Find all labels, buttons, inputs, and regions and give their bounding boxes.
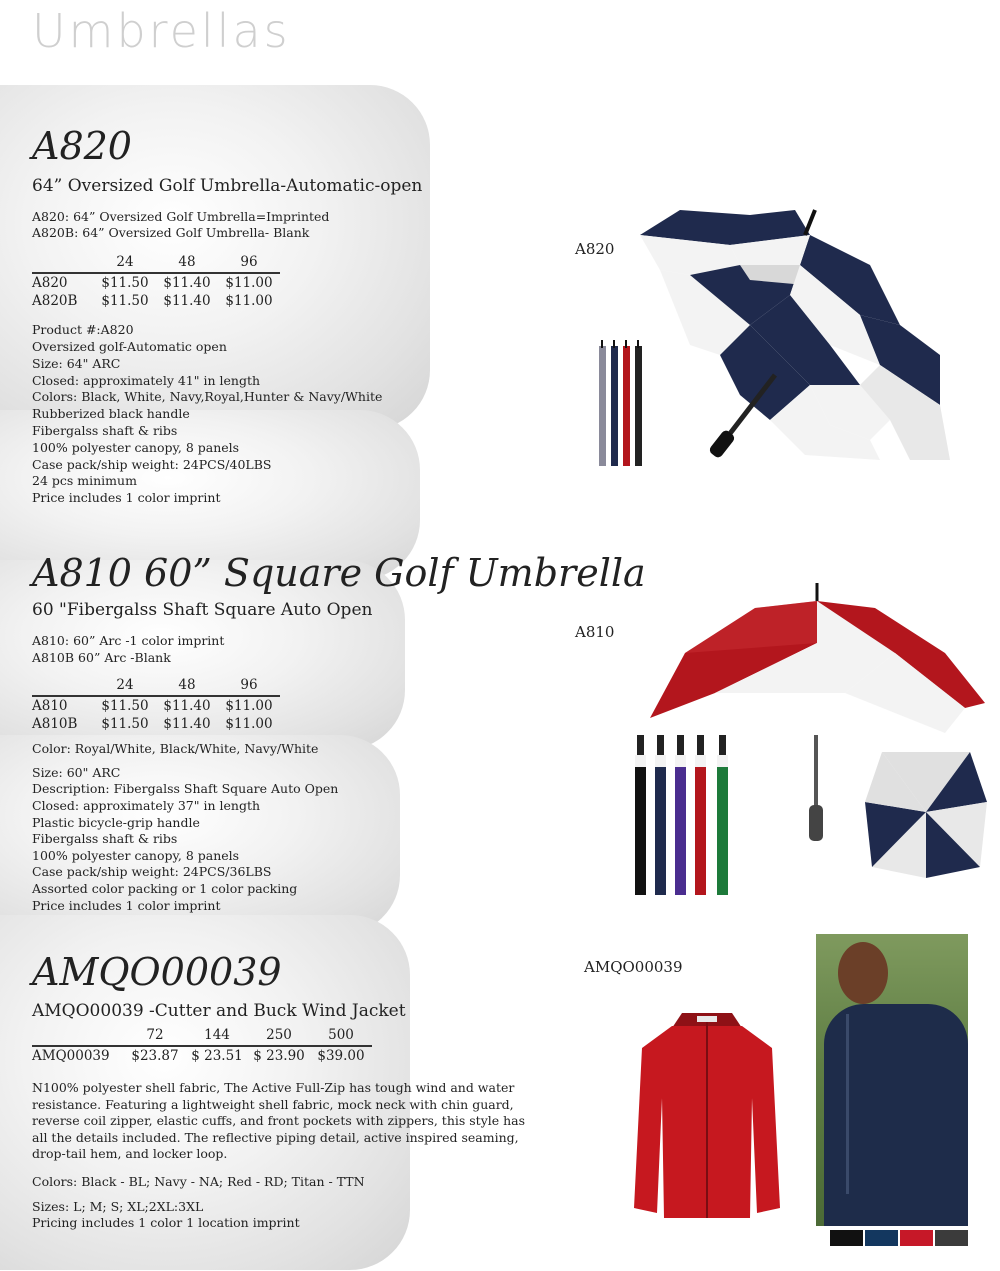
row-label: A820 bbox=[32, 275, 68, 291]
model-head bbox=[838, 942, 888, 1004]
price-cell: $11.50 bbox=[101, 698, 149, 714]
detail-line: Case pack/ship weight: 24PCS/40LBS bbox=[32, 457, 272, 472]
detail-line: Size: 60" ARC bbox=[32, 765, 121, 780]
price-cell: $11.50 bbox=[101, 275, 149, 291]
detail-line: Assorted color packing or 1 color packing bbox=[32, 881, 298, 896]
detail-line: 24 pcs minimum bbox=[32, 473, 137, 488]
price-cell: $11.40 bbox=[163, 275, 211, 291]
price-cell: $11.00 bbox=[225, 698, 273, 714]
color-line: Color: Royal/White, Black/White, Navy/White bbox=[32, 741, 319, 756]
qty-header: 144 bbox=[186, 1027, 248, 1046]
price-cell: $11.50 bbox=[101, 716, 149, 732]
detail-line: Case pack/ship weight: 24PCS/36LBS bbox=[32, 864, 272, 879]
qty-header: 500 bbox=[310, 1027, 372, 1046]
detail-line: Price includes 1 color imprint bbox=[32, 490, 221, 505]
qty-header: 72 bbox=[124, 1027, 186, 1046]
swatch-navy bbox=[865, 1230, 898, 1246]
price-table bbox=[32, 677, 280, 733]
product-title: AMQO00039 bbox=[32, 950, 282, 994]
red-jacket-image bbox=[632, 1008, 782, 1223]
table-row bbox=[32, 1046, 372, 1065]
qty-header: 24 bbox=[94, 254, 156, 273]
sizes-line: Sizes: L; M; S; XL;2XL:3XL bbox=[32, 1199, 204, 1214]
price-table bbox=[32, 254, 280, 310]
detail-line: Fibergalss shaft & ribs bbox=[32, 831, 178, 846]
price-cell: $23.87 bbox=[131, 1048, 179, 1064]
detail-line: Price includes 1 color imprint bbox=[32, 898, 221, 913]
row-label: A810 bbox=[32, 698, 68, 714]
table-row bbox=[32, 273, 280, 292]
row-label: A820B bbox=[32, 293, 78, 309]
variant-line: A810B 60” Arc -Blank bbox=[32, 650, 171, 665]
umbrella-top-view-image bbox=[862, 742, 990, 882]
detail-line: Size: 64" ARC bbox=[32, 356, 121, 371]
variant-line: A820: 64” Oversized Golf Umbrella=Imprinted bbox=[32, 209, 330, 224]
detail-line: 100% polyester canopy, 8 panels bbox=[32, 848, 240, 863]
row-label: AMQ00039 bbox=[32, 1048, 110, 1064]
detail-line: Colors: Black, White, Navy,Royal,Hunter & Navy/White bbox=[32, 389, 383, 404]
price-cell: $11.50 bbox=[101, 293, 149, 309]
table-row bbox=[32, 715, 280, 733]
product-subtitle: 60 "Fibergalss Shaft Square Auto Open bbox=[32, 600, 373, 620]
table-row bbox=[32, 292, 280, 310]
page-title: Umbrellas bbox=[32, 4, 291, 58]
detail-line: Plastic bicycle-grip handle bbox=[32, 815, 200, 830]
image-label: AMQO00039 bbox=[584, 958, 683, 976]
price-cell: $ 23.51 bbox=[191, 1048, 243, 1064]
swatch-black bbox=[830, 1230, 863, 1246]
swatch-titan bbox=[935, 1230, 968, 1246]
qty-header: 96 bbox=[218, 254, 280, 273]
qty-header: 48 bbox=[156, 254, 218, 273]
detail-line: Rubberized black handle bbox=[32, 406, 190, 421]
qty-header: 24 bbox=[94, 677, 156, 696]
product-description: N100% polyester shell fabric, The Active Full-Zip has tough wind and water resistance. Featuring a lightweight shell fabric, mock neck with chin guard, reverse coil zipper, elastic cuffs, and front pockets with zippers, this style has all the details included. The reflective piping detail, active inspired seaming, drop-tail hem, and locker loop. bbox=[32, 1080, 526, 1161]
golf-umbrella-image bbox=[630, 205, 955, 470]
row-label: A810B bbox=[32, 716, 78, 732]
image-label: A820 bbox=[575, 240, 615, 258]
colors-line: Colors: Black - BL; Navy - NA; Red - RD; Titan - TTN bbox=[32, 1174, 365, 1189]
detail-line: Product #:A820 bbox=[32, 322, 134, 337]
image-label: A810 bbox=[575, 623, 615, 641]
detail-line: Oversized golf-Automatic open bbox=[32, 339, 227, 354]
detail-line: Fibergalss shaft & ribs bbox=[32, 423, 178, 438]
price-cell: $11.00 bbox=[225, 275, 273, 291]
qty-header: 96 bbox=[218, 677, 280, 696]
variant-line: A810: 60” Arc -1 color imprint bbox=[32, 633, 225, 648]
product-subtitle: 64” Oversized Golf Umbrella-Automatic-open bbox=[32, 176, 423, 196]
closed-umbrellas-image bbox=[595, 340, 650, 470]
price-cell: $39.00 bbox=[317, 1048, 365, 1064]
detail-line: 100% polyester canopy, 8 panels bbox=[32, 440, 240, 455]
price-table bbox=[32, 1027, 372, 1065]
price-cell: $11.00 bbox=[225, 293, 273, 309]
model-jacket-photo bbox=[816, 934, 968, 1226]
pricing-note: Pricing includes 1 color 1 location imprint bbox=[32, 1215, 300, 1230]
qty-header: 250 bbox=[248, 1027, 310, 1046]
color-swatches bbox=[830, 1230, 968, 1246]
price-cell: $11.40 bbox=[163, 293, 211, 309]
detail-line: Description: Fibergalss Shaft Square Auto Open bbox=[32, 781, 339, 796]
square-umbrella-image bbox=[645, 583, 990, 743]
closed-umbrellas-image bbox=[625, 735, 755, 905]
variant-line: A820B: 64” Oversized Golf Umbrella- Blank bbox=[32, 225, 310, 240]
product-title: A810 60” Square Golf Umbrella bbox=[32, 551, 646, 595]
price-cell: $ 23.90 bbox=[253, 1048, 305, 1064]
price-cell: $11.00 bbox=[225, 716, 273, 732]
detail-line: Closed: approximately 41" in length bbox=[32, 373, 261, 388]
table-row bbox=[32, 696, 280, 715]
price-cell: $11.40 bbox=[163, 698, 211, 714]
umbrella-handle-image bbox=[800, 735, 830, 845]
price-cell: $11.40 bbox=[163, 716, 211, 732]
detail-line: Closed: approximately 37" in length bbox=[32, 798, 261, 813]
swatch-red bbox=[900, 1230, 933, 1246]
product-subtitle: AMQO00039 -Cutter and Buck Wind Jacket bbox=[32, 1001, 406, 1021]
qty-header: 48 bbox=[156, 677, 218, 696]
product-title: A820 bbox=[32, 124, 132, 168]
